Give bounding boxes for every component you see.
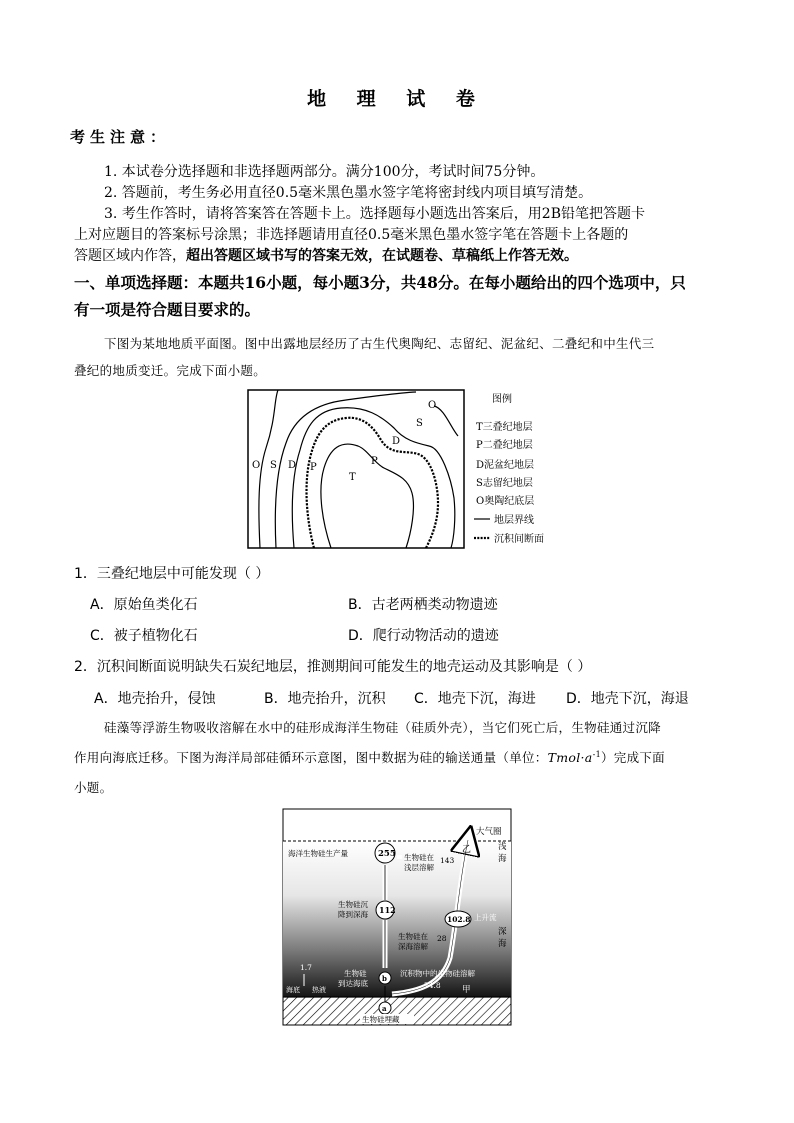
deep-dissolve-label-1: 生物硅在 <box>398 932 428 941</box>
sinking-label-2: 降到深海 <box>338 910 368 919</box>
shallow-dissolve-label-2: 浅层溶解 <box>404 863 434 872</box>
section-1-heading-cont: 有一项是符合题目要求的。 <box>74 300 261 319</box>
legend-unconformity: 沉积间断面 <box>494 534 544 545</box>
map-label-o-top: O <box>428 400 437 411</box>
legend-t: T三叠纪地层 <box>476 422 533 433</box>
legend-o: O奥陶纪底层 <box>476 496 535 507</box>
legend-boundary: 地层界线 <box>494 515 534 526</box>
sinking-value: 112 <box>379 905 396 915</box>
q2-stem: 2．沉积间断面说明缺失石炭纪地层，推测期间可能发生的地壳运动及其影响是（ ） <box>74 659 592 675</box>
geological-map <box>246 388 566 550</box>
sediment-dissolve-value: 74.8 <box>424 981 441 990</box>
section-1-heading: 一、单项选择题：本题共16小题，每小题3分，共48分。在每小题给出的四个选项中，只 <box>74 273 686 292</box>
silicon-cycle-diagram <box>282 808 512 1026</box>
map-label-t: T <box>349 472 356 483</box>
map-label-s-top: S <box>416 418 423 429</box>
deep-sea-label-2: 海 <box>498 939 507 949</box>
yi-label: 乙 <box>462 845 472 855</box>
production-value: 255 <box>378 849 396 859</box>
q2-option-a: A．地壳抬升，侵蚀 <box>94 691 216 707</box>
map-label-p-mid: P <box>371 456 378 467</box>
q1-stem: 1．三叠纪地层中可能发现（ ） <box>74 566 270 582</box>
intro-2-line-3: 小题。 <box>74 780 113 795</box>
intro-2-line-2: 作用向海底迁移。下图为海洋局部硅循环示意图，图中数据为硅的输送通量（单位：$Tmol\cdot a^{-1}$）完成下面 <box>74 749 665 765</box>
notice-heading: 考生注意： <box>70 128 171 146</box>
notice-item-3: 3. 考生作答时，请将答案答在答题卡上。选择题每小题选出答案后，用2B铅笔把答题卡 <box>104 206 646 222</box>
reach-node-label: b <box>382 974 387 983</box>
unit-superscript: -1 <box>592 749 601 759</box>
sediment-dissolve-label: 沉积物中的生物硅溶解 <box>400 969 475 978</box>
q1-option-b: B．古老两栖类动物遗迹 <box>348 597 498 613</box>
reach-label-2: 到达海底 <box>338 979 368 988</box>
notice-bold-warning: 超出答题区域书写的答案无效，在试题卷、草稿纸上作答无效。 <box>186 248 578 264</box>
shallow-dissolve-value: 143 <box>440 856 455 865</box>
deep-dissolve-label-2: 深海溶解 <box>398 942 428 951</box>
sinking-label-1: 生物硅沉 <box>338 900 368 909</box>
hydrothermal-label: 热液 <box>312 986 326 994</box>
deep-dissolve-value: 28 <box>437 934 447 943</box>
map-label-d-mid: D <box>392 436 401 447</box>
seafloor-flux-value: 1.7 <box>300 963 312 972</box>
deep-sea-label-1: 深 <box>498 927 507 937</box>
shallow-dissolve-label-1: 生物硅在 <box>404 853 434 862</box>
legend-d: D泥盆纪地层 <box>476 460 535 471</box>
intro-2-line-1: 硅藻等浮游生物吸收溶解在水中的硅形成海洋生物硅（硅质外壳），当它们死亡后，生物硅通过沉降 <box>104 720 661 735</box>
upwelling-label: 上升流 <box>474 913 497 922</box>
page-title: 地 理 试 卷 <box>307 88 487 110</box>
map-label-o-left: O <box>252 460 261 471</box>
production-label: 海洋生物硅生产量 <box>288 849 348 858</box>
legend-s: S志留纪地层 <box>476 478 533 489</box>
q2-option-b: B．地壳抬升，沉积 <box>264 691 386 707</box>
notice-item-3-cont: 上对应题目的答案标号涂黑；非选择题请用直径0.5毫米黑色墨水签字笔在答题卡上各题的 <box>74 227 629 243</box>
legend-p: P二叠纪地层 <box>476 440 533 451</box>
legend-title: 图例 <box>492 394 512 405</box>
notice-item-2: 2. 答题前，考生务必用直径0.5毫米黑色墨水签字笔将密封线内项目填写清楚。 <box>104 185 593 201</box>
map-label-d-left: D <box>288 460 297 471</box>
reach-label-1: 生物硅 <box>344 969 367 978</box>
jia-label: 甲 <box>462 985 471 995</box>
shallow-sea-label-1: 浅 <box>498 842 507 852</box>
map-label-p-left: P <box>310 462 317 473</box>
unit-text: Tmol·a <box>547 750 593 765</box>
q1-option-c: C．被子植物化石 <box>90 628 198 644</box>
q2-option-c: C．地壳下沉，海进 <box>414 691 536 707</box>
seafloor-label: 海底 <box>286 986 300 994</box>
q1-option-a: A．原始鱼类化石 <box>90 597 198 613</box>
notice-item-3-end: 答题区域内作答，超出答题区域书写的答案无效，在试题卷、草稿纸上作答无效。 <box>74 248 578 264</box>
notice-item-1: 1. 本试卷分选择题和非选择题两部分。满分100分，考试时间75分钟。 <box>104 164 545 180</box>
shallow-sea-label-2: 海 <box>498 854 507 864</box>
q2-option-d: D．地壳下沉，海退 <box>566 691 689 707</box>
map-frame <box>248 390 464 548</box>
burial-label: 生物硅埋藏 <box>362 1015 400 1024</box>
q1-option-d: D．爬行动物活动的遗迹 <box>348 628 499 644</box>
burial-node-label: a <box>382 1004 387 1013</box>
atmosphere-label: 大气圈 <box>476 827 502 837</box>
map-label-s-left: S <box>270 460 277 471</box>
intro-1-line-2: 叠纪的地质变迁。完成下面小题。 <box>74 363 267 378</box>
upwelling-value: 102.8 <box>447 915 471 924</box>
intro-1-line-1: 下图为某地地质平面图。图中出露地层经历了古生代奥陶纪、志留纪、泥盆纪、二叠纪和中生代三 <box>104 336 655 351</box>
